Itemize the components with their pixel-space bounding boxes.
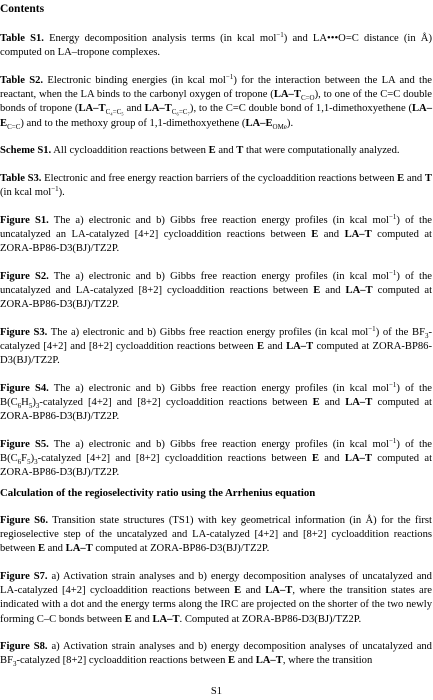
subscript: 3 — [34, 458, 38, 467]
bold-term: E — [37, 543, 46, 555]
entry-label: Figure S5. — [0, 439, 49, 450]
entry-label: Figure S4. — [0, 383, 49, 394]
bold-term: LA–T — [345, 285, 373, 297]
superscript: −1 — [51, 185, 59, 194]
entry-text: a) Activation strain analyses and b) energy decomposition analyses of uncatalyzed and BF — [0, 641, 432, 667]
bold-term: LA–T — [273, 89, 301, 101]
entry-figure-s3 — [0, 326, 432, 369]
entry-text: ) of the uncatalyzed and LA-catalyzed [8+2] cycloaddition reactions between — [0, 271, 432, 297]
entry-label: Figure S6. — [0, 515, 48, 526]
bold-term: LA–T — [255, 655, 283, 667]
entry-text: The a) electronic and b) Gibbs free reaction energy profiles (in kcal mol — [48, 215, 389, 226]
entry-text: Electronic and free energy reaction barriers of the cycloaddition reactions between — [41, 173, 398, 184]
entry-text: ) for the interaction between the LA and the reactant, when the LA binds to the carbonyl oxygen of tropone ( — [0, 75, 432, 101]
entry-text: and — [319, 397, 346, 409]
entry-table-s1 — [0, 32, 432, 60]
entry-text: ) — [32, 397, 36, 409]
entry-text: and — [264, 341, 287, 353]
entry-text: All cycloaddition reactions between — [51, 145, 209, 156]
entry-text: computed at ZORA-BP86-D3(BJ)/TZ2P. — [92, 543, 270, 555]
entry-text: and — [404, 173, 425, 184]
entry-table-s2 — [0, 74, 432, 131]
section-heading: Calculation of the regioselectivity ratio using the Arrhenius equation — [0, 487, 316, 499]
entry-text: and — [45, 543, 66, 555]
entry-text: ) and to the methoxy group of 1,1-dimethoxyethene ( — [20, 117, 246, 129]
bold-term: E — [313, 285, 321, 297]
subscript: C₆=C₇ — [171, 108, 190, 117]
superscript: −1 — [276, 31, 284, 39]
subscript: 6 — [17, 402, 22, 411]
superscript: −1 — [225, 73, 234, 81]
bold-term: LA–T — [265, 585, 293, 597]
entry-text: computed at ZORA-BP86-D3(BJ)/TZ2P. — [0, 397, 433, 423]
entry-text: , where the transition — [282, 655, 373, 667]
entry-text: and — [215, 145, 237, 156]
entry-label: Figure S8. — [0, 641, 48, 652]
entry-text: ) — [30, 453, 35, 465]
bold-term: LA–T — [344, 229, 372, 241]
entry-figure-s8 — [0, 640, 432, 668]
bold-term: E — [124, 613, 132, 625]
entry-figure-s2 — [0, 270, 432, 313]
entry-text: and — [123, 103, 145, 115]
entry-text: that were computationally analyzed. — [243, 145, 400, 156]
subscript: 5 — [28, 402, 33, 411]
subscript: 3 — [35, 402, 40, 411]
entry-text: The a) electronic and b) Gibbs free reaction energy profiles (in kcal mol — [48, 439, 389, 450]
bold-term: T — [236, 145, 244, 156]
entry-text: ) of the uncatalyzed an LA-catalyzed [4+2] cycloaddition reactions between — [0, 215, 432, 241]
bold-term: E — [311, 453, 320, 465]
superscript: −1 — [388, 213, 397, 221]
entry-text: H — [21, 397, 29, 409]
superscript: −1 — [368, 325, 376, 333]
entry-label: Figure S2. — [0, 271, 49, 282]
bold-term: LA–T — [78, 103, 106, 115]
bold-term: LA–E — [0, 103, 432, 129]
entry-text: computed at ZORA-BP86-D3(BJ)/TZ2P. — [0, 453, 433, 479]
subscript: 5 — [27, 458, 31, 467]
entry-text: The a) electronic and b) Gibbs free reaction energy profiles (in kcal mol — [47, 327, 369, 338]
entry-text: ) of the BF — [375, 327, 425, 338]
entry-text: and — [319, 453, 345, 465]
bold-term: E — [397, 173, 405, 184]
entry-figure-s1 — [0, 214, 432, 257]
entry-text: and — [318, 229, 345, 241]
entry-text: ) of the B(C — [0, 439, 432, 465]
entry-text: Transition state structures (TS1) with key geometrical information (in Å) for the first regioselective step of the uncatalyzed and LA-catalyzed [4+2] and [8+2] cycloaddition reactions between — [0, 515, 432, 555]
bold-term: E — [234, 585, 242, 597]
entry-text: and — [320, 285, 346, 297]
entry-figure-s6 — [0, 514, 432, 557]
subscript: 6 — [17, 458, 22, 467]
subscript: C=C — [7, 122, 21, 131]
entry-label: Table S1. — [0, 33, 44, 44]
entry-text: and — [235, 655, 256, 667]
entry-text: The a) electronic and b) Gibbs free reaction energy profiles (in kcal mol — [48, 383, 389, 394]
entry-text: -catalyzed [4+2] and [8+2] cycloaddition reactions between — [37, 453, 312, 465]
subscript: C₄=C₅ — [105, 108, 124, 117]
entry-text: F — [21, 453, 28, 465]
bold-term: LA–T — [65, 543, 93, 555]
entry-label: Figure S3. — [0, 327, 48, 338]
entry-label: Figure S1. — [0, 215, 49, 226]
bold-term: LA–T — [345, 397, 373, 409]
entry-text: a) Activation strain analyses and b) energy decomposition analyses of uncatalyzed and LA-catalyzed [4+2] cycloaddition reactions between — [0, 571, 432, 597]
bold-term: E — [257, 341, 265, 353]
bold-term: T — [424, 173, 432, 184]
bold-term: E — [311, 229, 319, 241]
bold-term: LA–E — [245, 117, 273, 129]
entry-figure-s7 — [0, 570, 432, 627]
subscript: 3 — [12, 660, 17, 669]
entry-text: -catalyzed [8+2] cycloaddition reactions between — [16, 655, 229, 667]
entry-text: ) and LA•••O=C distance (in Å) computed on LA–tropone complexes. — [0, 33, 432, 59]
bold-term: E — [228, 655, 236, 667]
entry-text: ), to the C=C double bond of 1,1-dimethoxyethene ( — [189, 103, 412, 115]
entry-text: computed at ZORA-BP86-D3(BJ)/TZ2P. — [0, 285, 433, 311]
entry-text: (in kcal mol — [0, 187, 52, 199]
entry-label: Table S2. — [0, 75, 44, 86]
bold-term: E — [312, 397, 320, 409]
entry-text: ). — [58, 187, 65, 199]
entry-figure-s4 — [0, 382, 432, 425]
bold-term: LA–T — [286, 341, 314, 353]
entry-text: computed at ZORA-BP86-D3(BJ)/TZ2P. — [0, 229, 432, 255]
entry-label: Figure S7. — [0, 571, 48, 582]
subscript: OMe — [272, 122, 287, 131]
entry-figure-s5 — [0, 438, 432, 481]
page-number: S1 — [210, 686, 223, 697]
entry-text: Energy decomposition analysis terms (in kcal mol — [43, 33, 277, 44]
entry-text: computed at ZORA-BP86-D3(BJ)/TZ2P. — [0, 341, 433, 367]
entry-text: The a) electronic and b) Gibbs free reaction energy profiles (in kcal mol — [48, 271, 389, 282]
subscript: C=O — [300, 94, 315, 103]
entry-text: ). — [286, 117, 294, 129]
entry-text: -catalyzed [4+2] and [8+2] cycloaddition reactions between — [0, 327, 432, 353]
superscript: −1 — [388, 437, 397, 445]
entry-text: ) of the B(C — [0, 383, 432, 409]
entry-label: Scheme S1. — [0, 145, 52, 156]
entry-text: -catalyzed [4+2] and [8+2] cycloaddition reactions between — [39, 397, 313, 409]
entry-label: Table S3. — [0, 173, 42, 184]
entry-text: Electronic binding energies (in kcal mol — [43, 75, 226, 86]
bold-term: E — [208, 145, 216, 156]
entry-text: and — [241, 585, 266, 597]
entry-text: . Computed at ZORA-BP86-D3(BJ)/TZ2P. — [179, 613, 362, 625]
bold-term: LA–T — [344, 453, 372, 465]
bold-term: LA–T — [152, 613, 180, 625]
superscript: −1 — [388, 381, 397, 389]
subscript: 3 — [424, 332, 429, 340]
entry-text: ), to one of the C=C double bonds of tropone ( — [0, 89, 433, 115]
entry-table-s3 — [0, 172, 432, 200]
bold-term: LA–T — [144, 103, 172, 115]
superscript: −1 — [388, 269, 397, 277]
contents-heading: Contents — [0, 3, 45, 15]
entry-scheme-s1 — [0, 144, 432, 158]
entry-text: and — [131, 613, 153, 625]
entry-text: , where the transition states are indicated with a dot and the energy terms along the IRC are projected on the shorter of the two newly forming C–C bonds between — [0, 585, 432, 625]
